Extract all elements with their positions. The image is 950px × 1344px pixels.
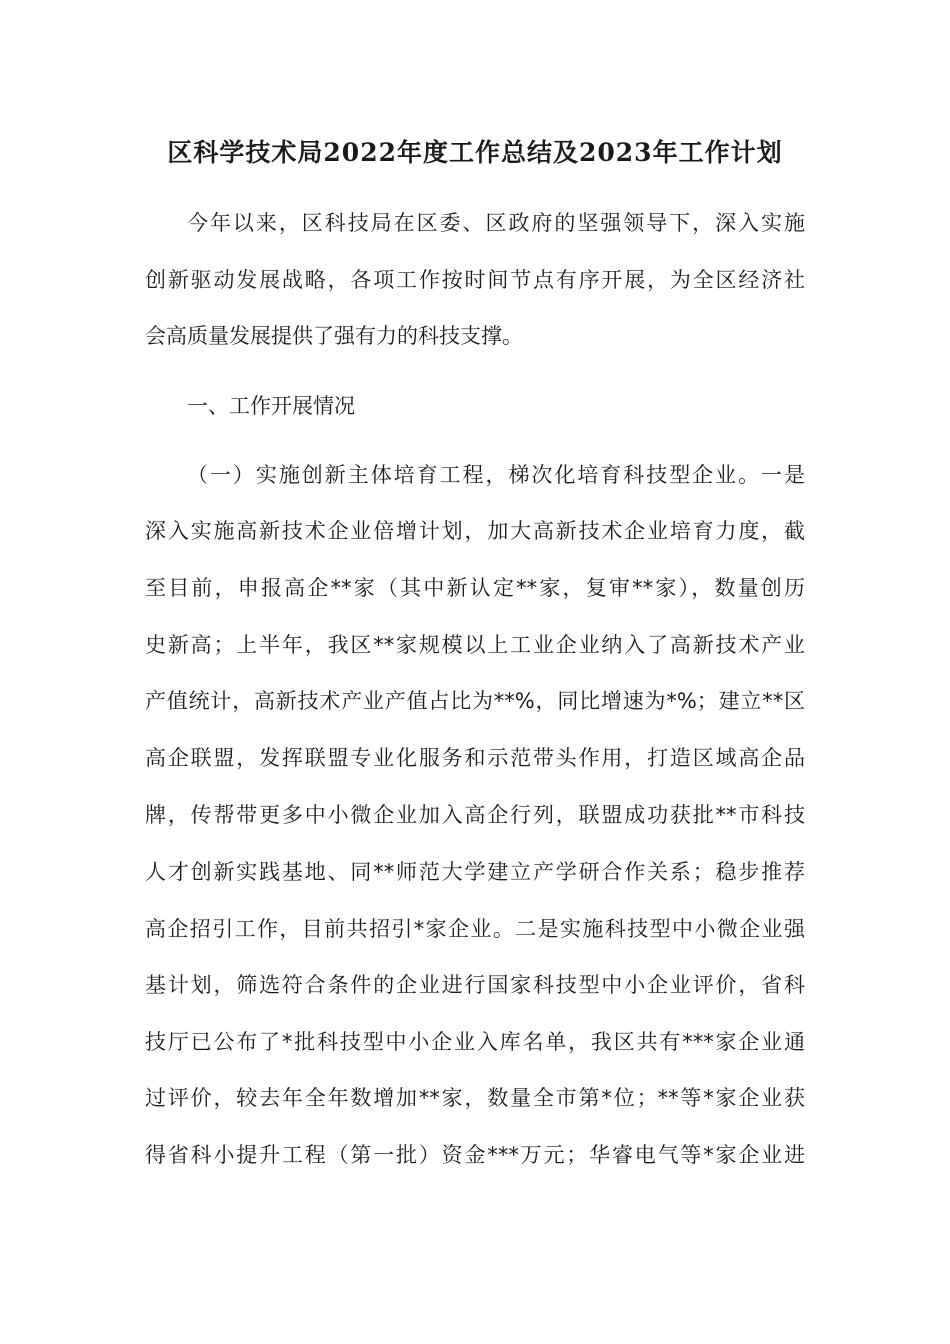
body-line-12: 过评价，较去年全年数增加**家，数量全市第*位；**等*家企业获 bbox=[145, 1086, 805, 1110]
body-line-4: 史新高；上半年，我区**家规模以上工业企业纳入了高新技术产业 bbox=[145, 633, 805, 657]
body-line-9: 高企招引工作，目前共招引*家企业。二是实施科技型中小微企业强 bbox=[145, 917, 805, 941]
body-line-6: 高企联盟，发挥联盟专业化服务和示范带头作用，打造区域高企品 bbox=[145, 746, 805, 770]
body-line-3: 至目前，申报高企**家（其中新认定**家，复审**家），数量创历 bbox=[145, 576, 805, 600]
body-line-11: 技厅已公布了*批科技型中小企业入库名单，我区共有***家企业通 bbox=[145, 1030, 805, 1054]
body-line-1: （一）实施创新主体培育工程，梯次化培育科技型企业。一是 bbox=[187, 463, 805, 487]
document-title: 区科学技术局2022年度工作总结及2023年工作计划 bbox=[167, 138, 783, 167]
intro-line-3: 会高质量发展提供了强有力的科技支撑。 bbox=[145, 324, 523, 348]
intro-line-2: 创新驱动发展战略，各项工作按时间节点有序开展，为全区经济社 bbox=[145, 268, 805, 292]
body-line-7: 牌，传帮带更多中小微企业加入高企行列，联盟成功获批**市科技 bbox=[145, 803, 805, 827]
intro-line-1: 今年以来，区科技局在区委、区政府的坚强领导下，深入实施 bbox=[187, 211, 805, 235]
body-line-10: 基计划，筛选符合条件的企业进行国家科技型中小企业评价，省科 bbox=[145, 973, 805, 997]
body-line-2: 深入实施高新技术企业倍增计划，加大高新技术企业培育力度，截 bbox=[145, 519, 805, 543]
body-line-5: 产值统计，高新技术产业产值占比为**%，同比增速为*%；建立**区 bbox=[145, 689, 805, 713]
body-line-8: 人才创新实践基地、同**师范大学建立产学研合作关系；稳步推荐 bbox=[145, 860, 805, 884]
body-line-13: 得省科小提升工程（第一批）资金***万元；华睿电气等*家企业进 bbox=[145, 1143, 805, 1167]
section-heading: 一、工作开展情况 bbox=[187, 394, 355, 418]
